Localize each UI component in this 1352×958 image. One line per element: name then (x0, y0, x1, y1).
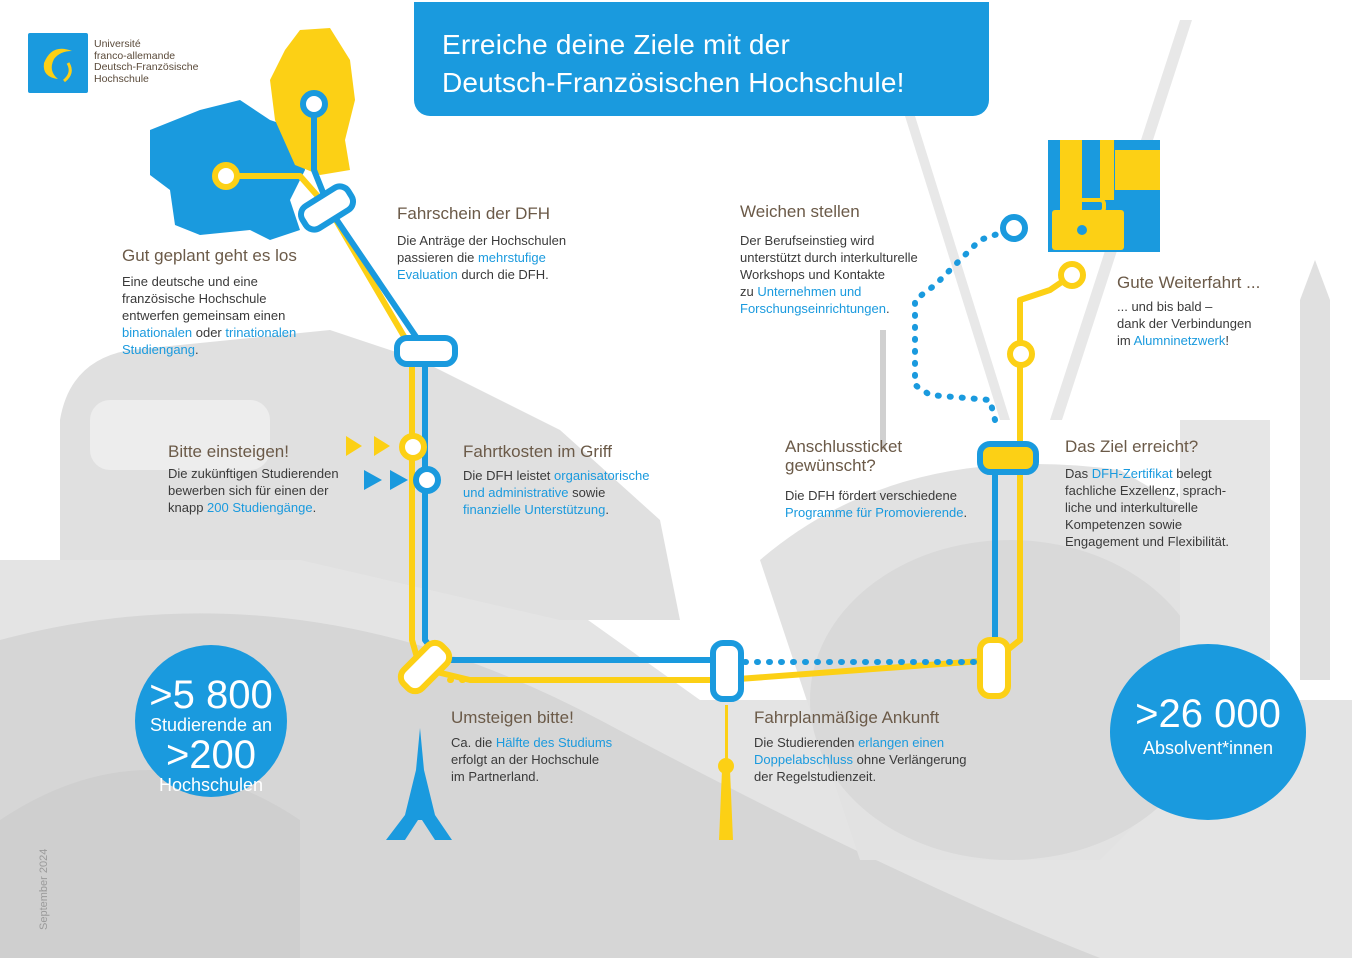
dfh-logo (28, 33, 88, 93)
heading-bitte-einsteigen: Bitte einsteigen! (168, 442, 289, 461)
stat-universities-label: Hochschulen (158, 775, 264, 795)
heading-gute-weiterfahrt: Gute Weiterfahrt ... (1117, 273, 1261, 292)
heading-anschlussticket: Anschlussticket gewünscht? (785, 437, 903, 475)
text-gute-weiterfahrt: ... und bis bald – dank der Verbindungen im Alumninetzwerk! (1117, 299, 1252, 348)
text-fahrtkosten: Die DFH leistet organisatorische und administrative sowie finanzielle Unterstützung. (463, 468, 650, 517)
heading-ziel-erreicht: Das Ziel erreicht? (1065, 437, 1199, 456)
stat-students-number: >5 800 (149, 673, 273, 717)
title-line-2: Deutsch-Französischen Hochschule! (442, 67, 905, 98)
text-anschlussticket: Die DFH fördert verschiedene Programme für Promovierende. (785, 488, 968, 520)
text-fahrschein: Die Anträge der Hochschulen passieren die mehrstufige Evaluation durch die DFH. (397, 233, 567, 282)
text-ankunft: Die Studierenden erlangen einen Doppelabschluss ohne Verlängerung der Regelstudienzeit. (754, 735, 967, 784)
stat-universities-number: >200 (165, 733, 257, 777)
heading-ankunft: Fahrplanmäßige Ankunft (754, 708, 940, 727)
heading-fahrschein: Fahrschein der DFH (397, 204, 551, 223)
date-footer: September 2024 (38, 848, 50, 930)
text-gut-geplant: Eine deutsche und eine französische Hochschule entwerfen gemeinsam einen binationalen oder trinationalen Studiengang. (122, 274, 297, 357)
entry-arrows (346, 436, 408, 490)
heading-umsteigen: Umsteigen bitte! (451, 708, 574, 727)
stat-alumni-label: Absolvent*innen (1142, 738, 1274, 758)
stat-students-label: Studierende an (149, 715, 273, 735)
text-weichen-stellen: Der Berufseinstieg wird unterstützt durch interkulturelle Workshops und Kontakte zu Unternehmen und Forschungseinrichtungen. (740, 233, 918, 316)
heading-gut-geplant: Gut geplant geht es los (122, 246, 297, 265)
stat-circle-alumni (1110, 644, 1306, 820)
text-ziel-erreicht: Das DFH-Zertifikat belegt fachliche Exzellenz, sprach- liche und interkulturelle Kompetenzen sowie Engagement und Flexibilität. (1065, 466, 1230, 549)
title-line-1: Erreiche deine Ziele mit der (442, 29, 790, 60)
station-circles (215, 93, 1083, 491)
heading-weichen-stellen: Weichen stellen (740, 202, 860, 221)
page-title (414, 2, 989, 116)
text-bitte-einsteigen: Die zukünftigen Studierenden bewerben sich für einen der knapp 200 Studiengänge. (168, 466, 339, 515)
stat-alumni-number: >26 000 (1135, 692, 1281, 736)
text-umsteigen: Ca. die Hälfte des Studiums erfolgt an der Hochschule im Partnerland. (451, 735, 613, 784)
stat-circle-students (135, 645, 287, 797)
logo-text: Université franco-allemande Deutsch-Französische Hochschule (94, 38, 199, 85)
heading-fahrtkosten: Fahrtkosten im Griff (463, 442, 612, 461)
